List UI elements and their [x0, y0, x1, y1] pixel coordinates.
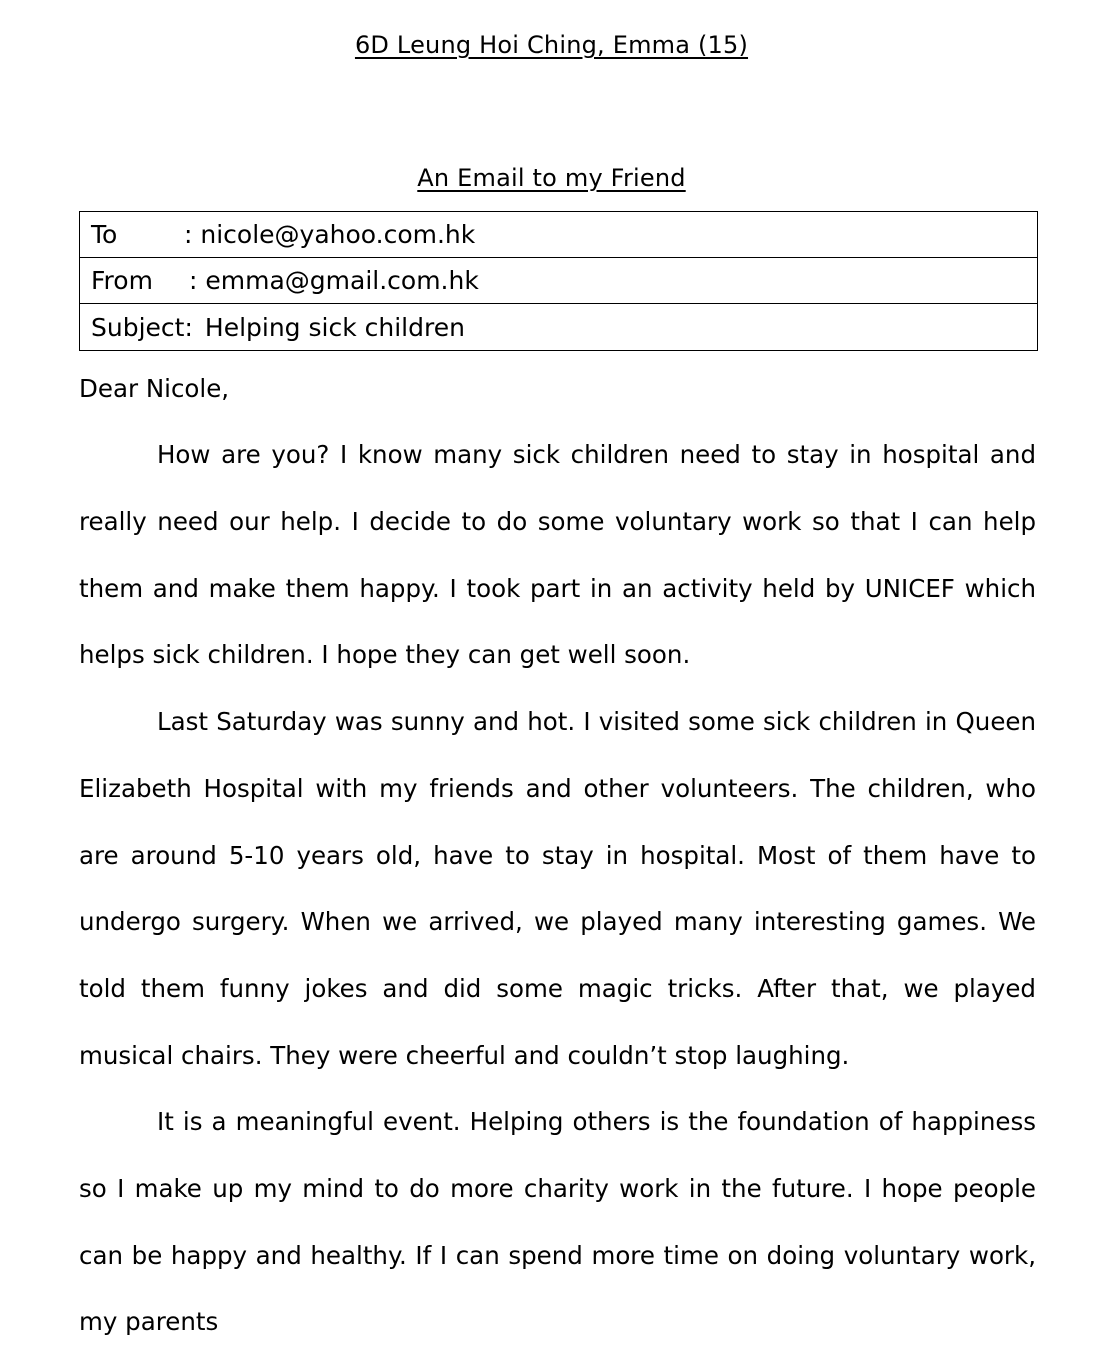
- document-title: An Email to my Friend: [417, 164, 686, 192]
- email-from-row: [80, 258, 1037, 304]
- email-subject-row: [80, 304, 1037, 350]
- letter-paragraph-3: It is a meaningful event. Helping others is the foundation of happiness so I make up my mind to do more charity work in the future. I hope people can be happy and healthy. If I can spend more time on doing voluntary work, my parents: [79, 1107, 1036, 1337]
- email-to-row: [80, 212, 1037, 258]
- letter-paragraph-1: How are you? I know many sick children need to stay in hospital and really need our help. I decide to do some voluntary work so that I can help them and make them happy. I took part in an activity held by UNICEF which helps sick children. I hope they can get well soon.: [79, 440, 1036, 670]
- subject-value: Helping sick children: [204, 312, 465, 342]
- author-line: 6D Leung Hoi Ching, Emma (15): [354, 31, 749, 59]
- from-value: : emma@gmail.com.hk: [189, 266, 479, 295]
- email-header-table: [79, 211, 1038, 351]
- to-value: : nicole@yahoo.com.hk: [184, 220, 476, 249]
- from-label: From: [91, 266, 153, 295]
- letter-paragraph-2: Last Saturday was sunny and hot. I visited some sick children in Queen Elizabeth Hospital with my friends and other volunteers. The children, who are around 5-10 years old, have to stay in hospital. Most of them have to undergo surgery. When we arrived, we played many interesting games. We told them funny jokes and did some magic tricks. After that, we played musical chairs. They were cheerful and couldn’t stop laughing.: [79, 707, 1036, 1070]
- letter-greeting: Dear Nicole,: [79, 374, 230, 403]
- to-label: To: [91, 220, 118, 249]
- subject-label: Subject:: [91, 312, 193, 342]
